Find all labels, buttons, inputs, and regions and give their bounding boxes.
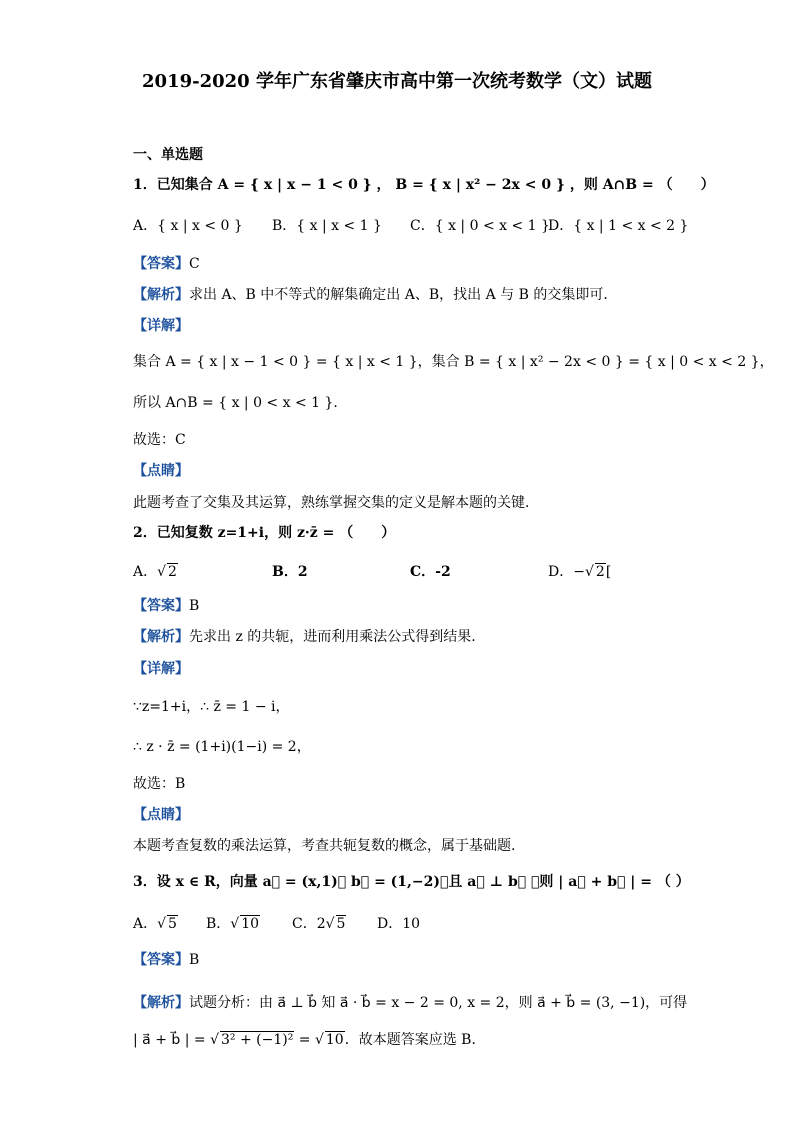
q3-analysis-2 [133,1030,485,1050]
q1-stem: 1．已知集合 A = { x | x − 1 < 0 } ， B = { x | x² − 2x < 0 } ，则 A∩B = （ ） [133,177,715,193]
q3-analysis-2-eq: = [294,1032,315,1048]
q1-answer-line [133,254,200,274]
q3-answer-line [133,950,199,970]
q3-option-b [206,914,260,934]
q3-analysis-line [133,993,687,1013]
q2-option-d [548,562,611,582]
sqrt-sign: √ [314,1032,324,1048]
answer-tag: 【答案】 [133,598,189,614]
q2-answer: B [189,598,200,614]
q3-stem: 3．设 x ∈ R，向量 a⃗ = (x,1)， b⃗ = (1,−2)，且 a⃗ ⊥ b⃗ ，则 | a⃗ + b⃗ | = （ ） [133,874,690,890]
sqrt-sign: √ [157,564,167,580]
q3-analysis-2-radicand: 3² + (−1)² [220,1032,294,1048]
q2-answer-line [133,596,199,616]
q2-option-d-radicand: 2 [595,564,605,580]
q2-comment-tag: 【点睛】 [133,807,189,823]
q3-option-c [292,914,346,934]
q1-comment: 此题考查了交集及其运算，熟练掌握交集的定义是解本题的关键． [133,495,539,511]
q1-comment-tag: 【点睛】 [133,463,189,479]
q1-detail-1: 集合 A = { x | x − 1 < 0 } = { x | x < 1 }，集合 B = { x | x² − 2x < 0 } = { x | 0 < x < 2 }， [133,354,774,370]
q3-option-c-label: C．2 [292,916,326,932]
q3-option-a-radicand: 5 [168,916,177,932]
sqrt-sign: √ [210,1032,219,1048]
q2-choose: 故选：B [133,776,186,792]
q2-option-d-label: D．− [548,564,585,580]
answer-tag: 【答案】 [133,256,189,272]
q3-option-a-label: A． [133,916,158,932]
analysis-tag: 【解析】 [133,287,189,303]
q3-option-b-radicand: 10 [241,916,260,932]
q2-analysis: 先求出 z 的共轭，进而利用乘法公式得到结果. [189,629,476,645]
q2-detail-1: ∵z=1+i，∴ z̄ = 1 − i， [133,699,290,715]
analysis-tag: 【解析】 [133,629,189,645]
q2-option-c: C．-2 [410,564,451,580]
q3-option-c-radicand: 5 [336,916,346,932]
q3-analysis-2-radicand-2: 10 [325,1032,344,1048]
analysis-tag: 【解析】 [133,995,189,1011]
document-title: 2019-2020 学年广东省肇庆市高中第一次统考数学（文）试题 [142,71,652,92]
sqrt-sign: √ [157,916,167,932]
section-heading: 一、单选题 [133,147,203,163]
q2-detail-2: ∴ z · z̄ = (1+i)(1−i) = 2， [133,739,311,755]
q2-stem: 2．已知复数 z=1+i，则 z·z̄ = （ ） [133,525,396,541]
q2-option-a-radicand: 2 [168,564,177,580]
q1-detail-2: 所以 A∩B = { x | 0 < x < 1 }. [133,395,338,411]
q1-detail-tag: 【详解】 [133,318,189,334]
q2-analysis-line [133,627,476,647]
sqrt-sign: √ [230,916,240,932]
q1-option-c: C．{ x | 0 < x < 1 } [410,218,550,234]
q1-analysis-line [133,285,617,305]
sqrt-sign: √ [325,916,335,932]
q2-detail-tag: 【详解】 [133,661,189,677]
q1-option-a: A．{ x | x < 0 } [133,218,243,234]
q1-choose: 故选：C [133,432,186,448]
q3-analysis-2-pre: | a⃗ + b⃗ | = [133,1032,211,1048]
q3-answer: B [189,952,200,968]
q1-option-b: B．{ x | x < 1 } [272,218,382,234]
q3-option-a [133,914,178,934]
q3-option-d: D．10 [377,916,421,932]
q1-answer: C [189,256,200,272]
q2-option-a-label: A． [133,564,158,580]
q2-option-d-tail: [ [605,564,612,580]
q2-comment: 本题考查复数的乘法运算，考查共轭复数的概念，属于基础题. [133,838,516,854]
q3-option-b-label: B． [206,916,231,932]
q2-option-b: B．2 [272,564,308,580]
sqrt-sign: √ [584,564,594,580]
q1-analysis: 求出 A、B 中不等式的解集确定出 A、B，找出 A 与 B 的交集即可． [189,287,618,303]
q3-analysis-1: 试题分析：由 a⃗ ⊥ b⃗ 知 a⃗ · b⃗ = x − 2 = 0, x = 2，则 a⃗ + b⃗ = (3, −1)，可得 [189,995,688,1011]
q2-option-a [133,562,178,582]
q1-option-d: D．{ x | 1 < x < 2 } [548,218,689,234]
q3-analysis-2-tail: ．故本题答案应选 B． [344,1032,486,1048]
answer-tag: 【答案】 [133,952,189,968]
